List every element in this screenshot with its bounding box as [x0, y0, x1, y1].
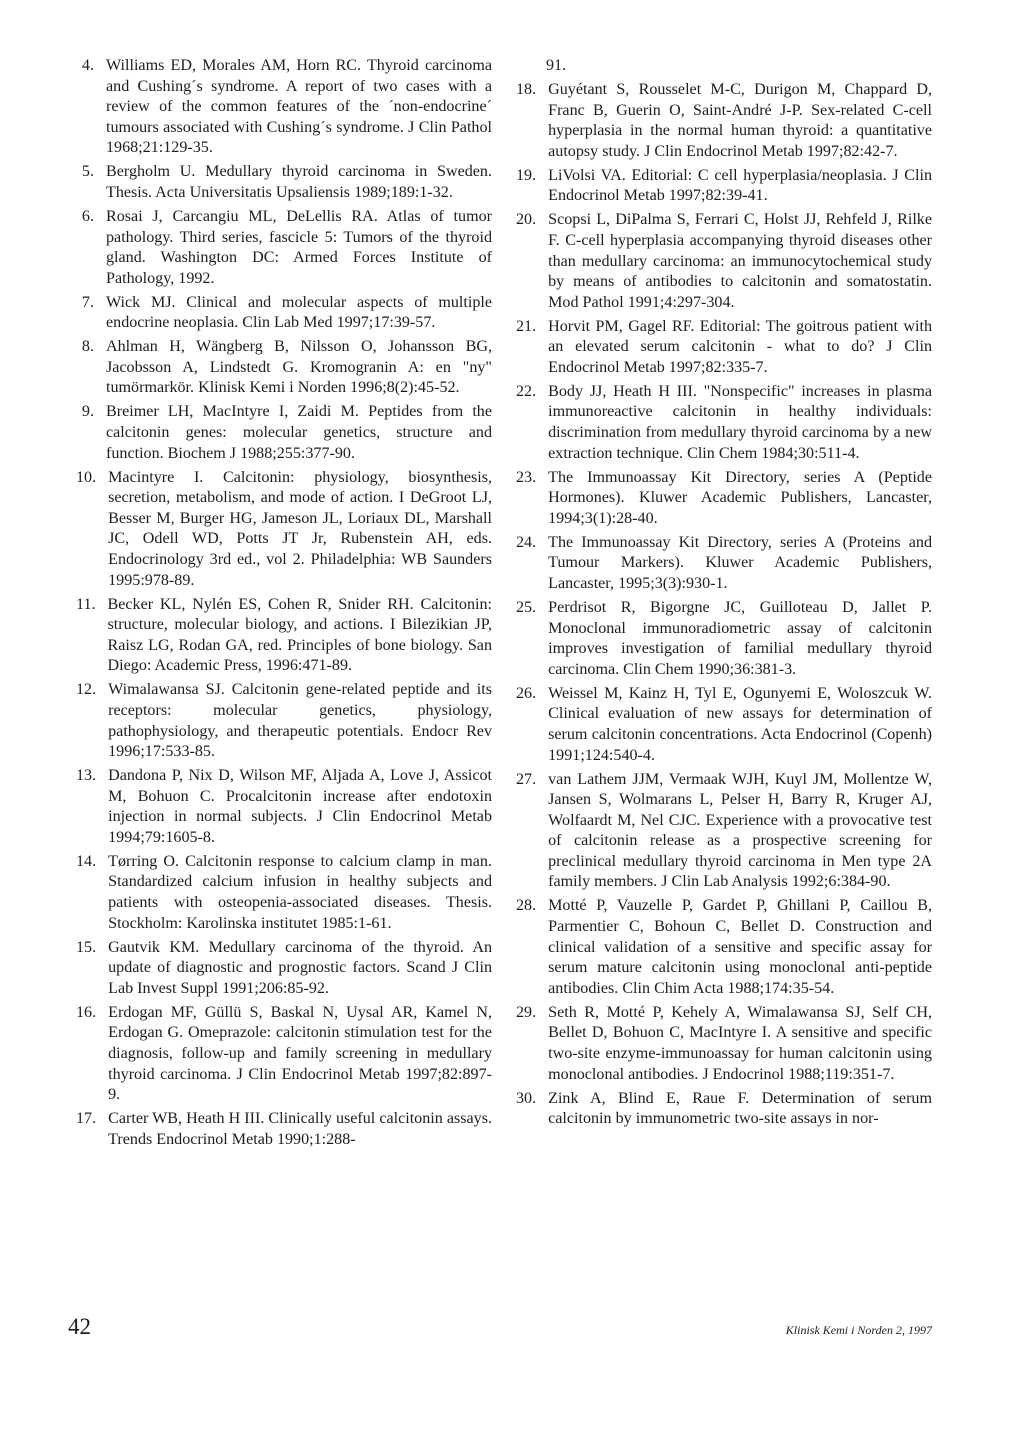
reference-text: LiVolsi VA. Editorial: C cell hyperplasia/neoplasia. J Clin Endocrinol Metab 1997;82:39-41.: [548, 166, 932, 205]
reference-item: [76, 766, 492, 848]
reference-number: 21.: [516, 317, 537, 335]
reference-item: [76, 162, 492, 203]
reference-item: [516, 382, 932, 464]
reference-number: 9.: [81, 403, 94, 421]
reference-item: [76, 680, 492, 762]
reference-number: 28.: [516, 897, 537, 915]
reference-text: Rosai J, Carcangiu ML, DeLellis RA. Atlas of tumor pathology. Third series, fascicle 5: Tumors of the thyroid gland. Washington DC: Armed Forces Institute of Pathology, 1992.: [106, 207, 492, 287]
reference-number: 18.: [516, 80, 537, 98]
reference-text: Williams ED, Morales AM, Horn RC. Thyroid carcinoma and Cushing´s syndrome. A report of two cases with a review of the common features of the ´non-endocrine´ tumours associated with Cushing´s syndrome. J Clin Pathol 1968;21:129-35.: [106, 57, 492, 157]
reference-text: Weissel M, Kainz H, Tyl E, Ogunyemi E, Woloszcuk W. Clinical evaluation of new assays for determination of serum calcitonin concentrations. Acta Endocrinol (Copenh) 1991;124:540-4.: [548, 684, 932, 764]
reference-item: [516, 80, 932, 162]
reference-number: 11.: [76, 595, 96, 613]
reference-text: 91.: [546, 57, 567, 74]
reference-item: [516, 468, 932, 530]
reference-number: 26.: [516, 684, 537, 702]
reference-number: 19.: [516, 166, 537, 184]
reference-number: 27.: [516, 770, 537, 788]
reference-text: Guyétant S, Rousselet M-C, Durigon M, Chappard D, Franc B, Guerin O, Saint-André J-P. Sex-related C-cell hyperplasia in the normal human thyroid: a quantitative autopsy study. J Clin Endocrinol Metab 1997;82:42-7.: [548, 80, 932, 160]
reference-text: Gautvik KM. Medullary carcinoma of the thyroid. An update of diagnostic and prognostic factors. Scand J Clin Lab Invest Suppl 1991;206:85-92.: [108, 938, 492, 997]
reference-text: Bergholm U. Medullary thyroid carcinoma in Sweden. Thesis. Acta Universitatis Upsaliensis 1989;189:1-32.: [106, 163, 492, 201]
reference-item: [516, 166, 932, 207]
reference-item: [516, 56, 932, 77]
reference-item: [76, 337, 492, 399]
reference-text: The Immunoassay Kit Directory, series A (Peptide Hormones). Kluwer Academic Publishers, Lancaster, 1994;3(1):28-40.: [548, 468, 932, 527]
reference-item: [76, 293, 492, 334]
page-number: 42: [68, 1314, 91, 1339]
reference-number: 12.: [76, 681, 97, 699]
reference-text: Horvit PM, Gagel RF. Editorial: The goitrous patient with an elevated serum calcitonin - what to do? J Clin Endocrinol Metab 1997;82:335-7.: [548, 317, 932, 376]
reference-item: [76, 852, 492, 934]
reference-item: [516, 210, 932, 313]
reference-number: 14.: [76, 852, 97, 870]
reference-number: 6.: [81, 207, 94, 225]
reference-number: 13.: [76, 767, 97, 785]
reference-text: van Lathem JJM, Vermaak WJH, Kuyl JM, Mollentze W, Jansen S, Wolmarans L, Pelser H, Barry R, Kruger AJ, Wolfaardt M, Nel CJC. Experience with a provocative test of calcitonin release as a prospective screening for preclinical medullary thyroid carcinoma in Men type 2A family members. J Clin Lab Analysis 1992;6:384-90.: [548, 770, 932, 891]
reference-number: 8.: [81, 338, 94, 356]
reference-text: Macintyre I. Calcitonin: physiology, biosynthesis, secretion, metabolism, and mode of action. I DeGroot LJ, Besser M, Burger HG, Jameson JL, Loriaux DL, Marshall JC, Odell WD, Potts JT Jr, Rubenstein AH, eds. Endocrinology 3rd ed., vol 2. Philadelphia: WB Saunders 1995:978-89.: [108, 468, 492, 589]
reference-item: [516, 598, 932, 680]
reference-item: [516, 1003, 932, 1085]
reference-number: 15.: [76, 938, 97, 956]
reference-item: [76, 1109, 492, 1150]
reference-number: 5.: [81, 163, 94, 181]
reference-number: 20.: [516, 211, 537, 229]
reference-item: [76, 402, 492, 464]
reference-item: [76, 938, 492, 1000]
reference-number: 29.: [516, 1003, 537, 1021]
reference-number: 25.: [516, 598, 537, 616]
reference-text: Scopsi L, DiPalma S, Ferrari C, Holst JJ, Rehfeld J, Rilke F. C-cell hyperplasia accompanying thyroid diseases other than medullary carcinoma: an immunocytochemical study by means of antibodies to calcitonin and somatostatin. Mod Pathol 1991;4:297-304.: [548, 211, 932, 311]
reference-text: Perdrisot R, Bigorgne JC, Guilloteau D, Jallet P. Monoclonal immunoradiometric assay of calcitonin improves investigation of familial medullary thyroid carcinoma. Clin Chem 1990;36:381-3.: [548, 598, 932, 678]
reference-text: Carter WB, Heath H III. Clinically useful calcitonin assays. Trends Endocrinol Metab 1990;1:288-: [108, 1110, 492, 1148]
reference-item: [516, 896, 932, 999]
reference-item: [76, 595, 492, 677]
reference-text: Tørring O. Calcitonin response to calcium clamp in man. Standardized calcium infusion in healthy subjects and patients with osteopenia-associated diseases. Thesis. Stockholm: Karolinska institutet 1985:1-61.: [108, 852, 492, 932]
reference-item: [76, 207, 492, 289]
reference-text: The Immunoassay Kit Directory, series A (Proteins and Tumour Markers). Kluwer Academic Publishers, Lancaster, 1995;3(3):930-1.: [548, 533, 932, 592]
reference-item: [516, 317, 932, 379]
reference-text: Wimalawansa SJ. Calcitonin gene-related peptide and its receptors: molecular genetics, physiology, pathophysiology, and therapeutic potentials. Endocr Rev 1996;17:533-85.: [108, 681, 492, 761]
reference-number: 16.: [76, 1003, 97, 1021]
reference-text: Zink A, Blind E, Raue F. Determination of serum calcitonin by immunometric two-site assays in nor-: [548, 1089, 932, 1128]
reference-text: Dandona P, Nix D, Wilson MF, Aljada A, Love J, Assicot M, Bohuon C. Procalcitonin increase after endotoxin injection in normal subjects. J Clin Endocrinol Metab 1994;79:1605-8.: [108, 767, 492, 846]
reference-item: [516, 770, 932, 894]
reference-number: 30.: [516, 1089, 537, 1107]
reference-number: 24.: [516, 533, 537, 551]
reference-text: Motté P, Vauzelle P, Gardet P, Ghillani P, Caillou B, Parmentier C, Bohoun C, Bellet D. Construction and clinical validation of a sensitive and specific assay for serum mature calcitonin using monoclonal anti-peptide antibodies. Clin Chim Acta 1988;174:35-54.: [548, 897, 932, 997]
left-reference-column: [76, 56, 492, 1154]
reference-item: [516, 533, 932, 595]
reference-number: 17.: [76, 1110, 97, 1128]
reference-item: [76, 468, 492, 592]
reference-item: [516, 1089, 932, 1130]
reference-number: 22.: [516, 382, 537, 400]
reference-number: 7.: [81, 293, 94, 311]
reference-text: Breimer LH, MacIntyre I, Zaidi M. Peptides from the calcitonin genes: molecular genetics, structure and function. Biochem J 1988;255:377-90.: [106, 403, 492, 462]
reference-text: Erdogan MF, Güllü S, Baskal N, Uysal AR, Kamel N, Erdogan G. Omeprazole: calcitonin stimulation test for the diagnosis, follow-up and family screening in medullary thyroid carcinoma. J Clin Endocrinol Metab 1997;82:897-9.: [108, 1003, 492, 1104]
reference-text: Wick MJ. Clinical and molecular aspects of multiple endocrine neoplasia. Clin Lab Med 1997;17:39-57.: [106, 293, 492, 332]
reference-item: [516, 684, 932, 766]
reference-item: [76, 1003, 492, 1106]
reference-number: 10.: [76, 468, 97, 486]
reference-text: Body JJ, Heath H III. "Nonspecific" increases in plasma immunoreactive calcitonin in healthy individuals: discrimination from medullary thyroid carcinoma by a new extraction technique. Clin Chem 1984;30:511-4.: [548, 382, 932, 462]
reference-text: Ahlman H, Wängberg B, Nilsson O, Johansson BG, Jacobsson A, Lindstedt G. Kromogranin A: en "ny" tumörmarkör. Klinisk Kemi i Norden 1996;8(2):45-52.: [106, 338, 492, 397]
journal-footer: Klinisk Kemi i Norden 2, 1997: [785, 1323, 932, 1337]
reference-item: [76, 56, 492, 159]
right-reference-column: [516, 56, 932, 1133]
reference-text: Seth R, Motté P, Kehely A, Wimalawansa SJ, Self CH, Bellet D, Bohuon C, MacIntyre I. A sensitive and specific two-site enzyme-immunoassay for human calcitonin using monoclonal antibodies. J Endocrinol 1988;119:351-7.: [548, 1003, 932, 1083]
reference-number: 4.: [81, 57, 94, 74]
reference-number: 23.: [516, 468, 537, 486]
reference-text: Becker KL, Nylén ES, Cohen R, Snider RH. Calcitonin: structure, molecular biology, and actions. I Bilezikian JP, Raisz LG, Rodan GA, red. Principles of bone biology. San Diego: Academic Press, 1996:471-89.: [107, 595, 492, 675]
